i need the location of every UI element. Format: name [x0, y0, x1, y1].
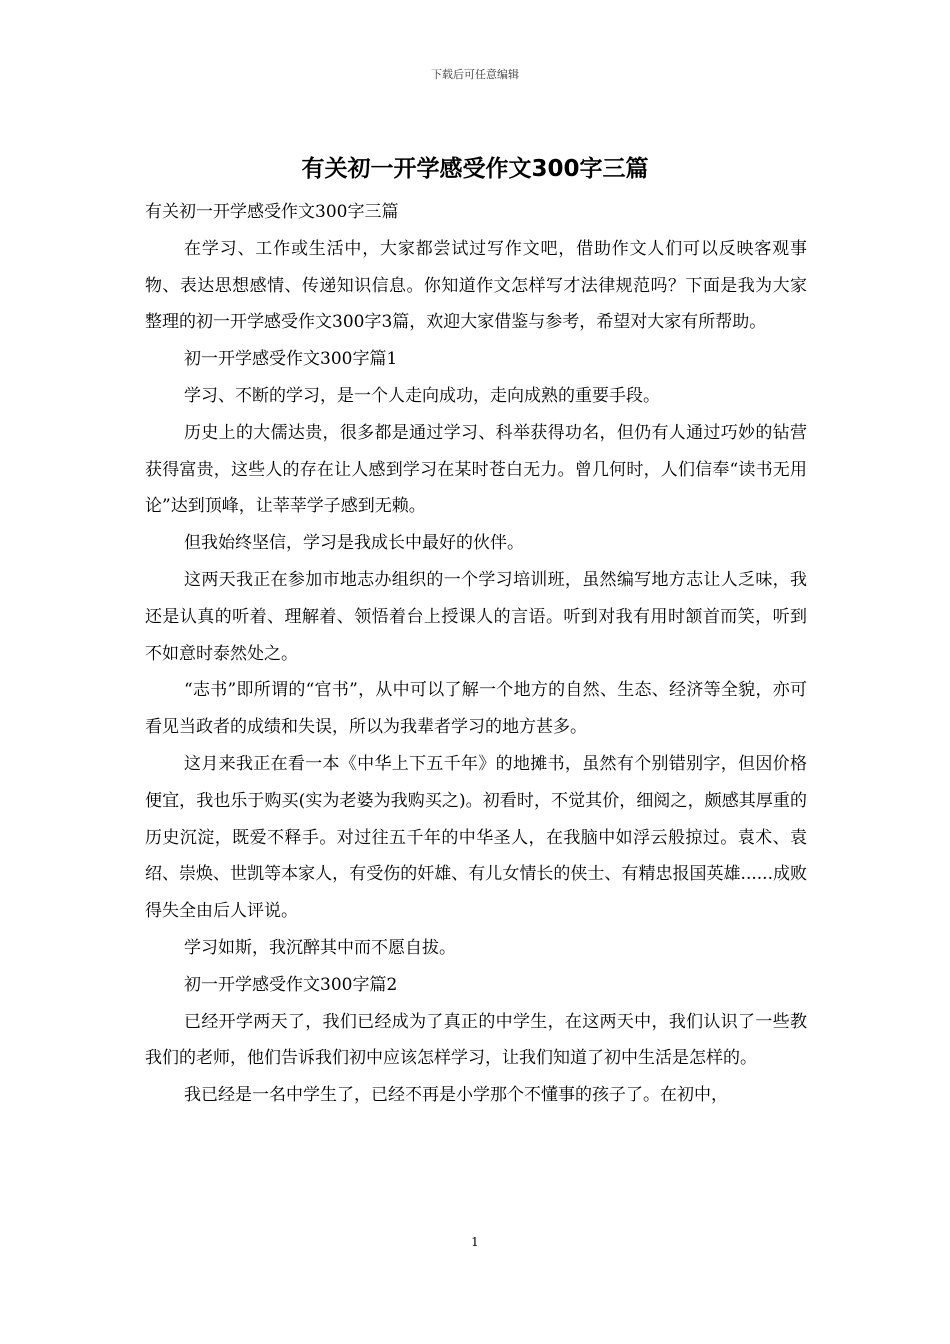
- section-heading: 初一开学感受作文300字篇2: [184, 974, 398, 995]
- document-body: [145, 194, 807, 1114]
- document-title: 有关初一开学感受作文300字三篇: [301, 156, 649, 182]
- body-paragraph: 这两天我正在参加市地志办组织的一个学习培训班，虽然编写地方志让人乏味，我还是认真的听着、理解着、领悟着台上授课人的言语。听到对我有用时颔首而笑，听到不如意时泰然处之。: [145, 569, 807, 664]
- section-heading: 初一开学感受作文300字篇1: [184, 349, 398, 370]
- body-paragraph: 在学习、工作或生活中，大家都尝试过写作文吧，借助作文人们可以反映客观事物、表达思想感情、传递知识信息。你知道作文怎样写才法律规范吗？下面是我为大家整理的初一开学感受作文300字3篇，欢迎大家借鉴与参考，希望对大家有所帮助。: [145, 238, 807, 333]
- body-paragraph: 但我始终坚信，学习是我成长中最好的伙伴。: [184, 533, 524, 554]
- body-paragraph: 我已经是一名中学生了，已经不再是小学那个不懂事的孩子了。在初中，: [184, 1085, 728, 1106]
- body-paragraph: 这月来我正在看一本《中华上下五千年》的地摊书，虽然有个别错别字，但因价格便宜，我也乐于购买(实为老婆为我购买之)。初看时，不觉其价，细阅之，颇感其厚重的历史沉淀，既爱不释手。对过往五千年的中华圣人，在我脑中如浮云般掠过。袁术、袁绍、崇焕、世凯等本家人，有受伤的奸雄、有儿女情长的侠士、有精忠报国英雄......成败得失全由后人评说。: [145, 753, 807, 922]
- body-paragraph: 有关初一开学感受作文300字三篇: [145, 202, 399, 222]
- body-paragraph: 学习如斯，我沉醉其中而不愿自拔。: [184, 937, 456, 958]
- body-paragraph: 学习、不断的学习，是一个人走向成功，走向成熟的重要手段。: [184, 385, 660, 406]
- body-paragraph: 已经开学两天了，我们已经成为了真正的中学生，在这两天中，我们认识了一些教我们的老师，他们告诉我们初中应该怎样学习，让我们知道了初中生活是怎样的。: [145, 1011, 807, 1069]
- body-paragraph: 历史上的大儒达贵，很多都是通过学习、科举获得功名，但仍有人通过巧妙的钻营获得富贵，这些人的存在让人感到学习在某时苍白无力。曾几何时，人们信奉“读书无用论”达到顶峰，让莘莘学子感到无赖。: [145, 422, 807, 517]
- body-paragraph: “志书”即所谓的“官书”，从中可以了解一个地方的自然、生态、经济等全貌，亦可看见当政者的成绩和失误，所以为我辈者学习的地方甚多。: [145, 680, 807, 738]
- header-note: 下载后可任意编辑: [431, 68, 519, 81]
- page-number: 1: [471, 1235, 479, 1249]
